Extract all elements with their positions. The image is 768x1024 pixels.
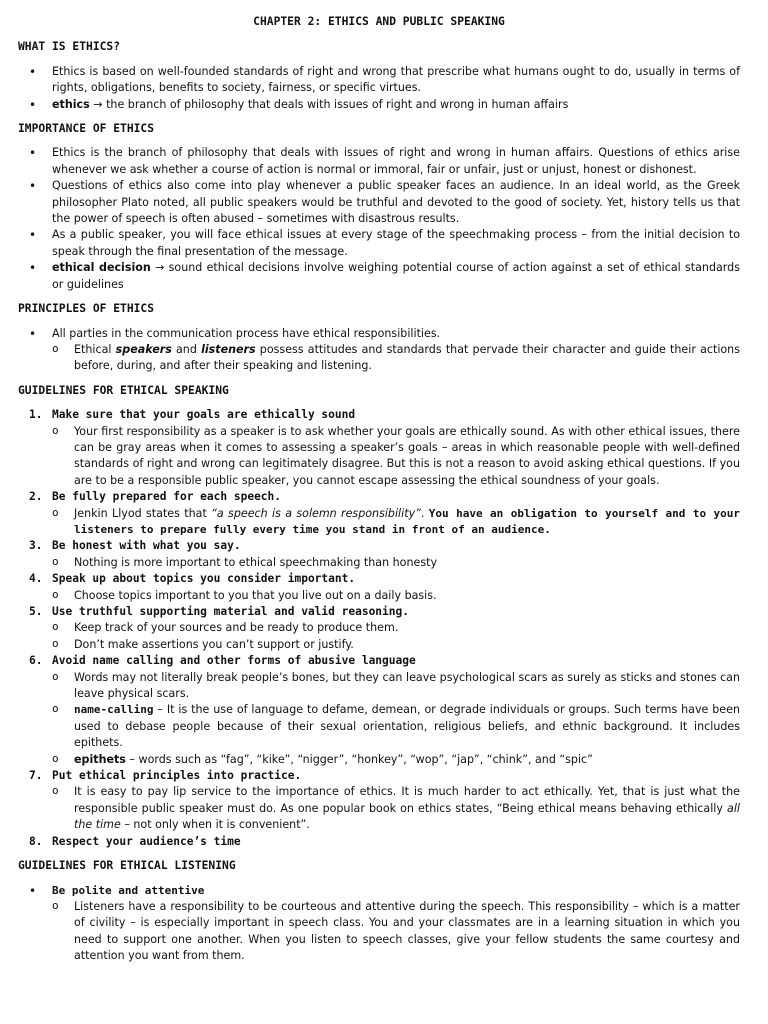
- guideline-number: 5.: [29, 605, 43, 618]
- guideline-title: Put ethical principles into practice.: [52, 769, 302, 783]
- list-item: [18, 178, 740, 227]
- sub-list-item: [18, 899, 740, 965]
- list-item: [18, 260, 740, 293]
- sub-text: Choose topics important to you that you live out on a daily basis.: [74, 588, 437, 602]
- sub-list-item: [52, 620, 740, 636]
- sub-text: – not only when it is convenient”.: [120, 818, 310, 832]
- bullet-text: Ethics is the branch of philosophy that deals with issues of right and wrong in human affairs. Questions of ethics arise whenever we ask whether a course of action is normal or immoral, fair or unfair, just or unjust, honest or dishonest.: [52, 146, 740, 176]
- sub-text: Ethical: [74, 342, 116, 356]
- sub-text: possess attitudes and standards that pervade their character and guide their actions before, during, and after their speaking and listening.: [74, 342, 740, 373]
- sub-list-item: [52, 424, 740, 490]
- italic-text: all the time: [74, 801, 740, 832]
- list-item: [18, 97, 740, 113]
- section-what-is-ethics: [18, 64, 740, 113]
- guideline-number: 3.: [29, 539, 43, 553]
- heading-principles-of-ethics: PRINCIPLES OF ETHICS: [18, 302, 155, 316]
- guideline-number: 4.: [29, 572, 43, 586]
- sub-list-item: [52, 702, 740, 751]
- list-item: [18, 227, 740, 260]
- guideline-title: Avoid name calling and other forms of abusive language: [52, 654, 416, 668]
- guideline-number: 7.: [29, 769, 43, 783]
- sub-text: Listeners have a responsibility to be courteous and attentive during the speech. This responsibility – which is a matter of civility – is especially important in speech class. You and your classmates are in a learning situation in which you need to support one another. When you listen to speech classes, give your fellow students the same courtesy and attention you want from them.: [74, 899, 740, 963]
- sub-list-item: [52, 670, 740, 703]
- listening-point-title: Be polite and attentive: [52, 883, 205, 897]
- guideline-item: [18, 604, 740, 653]
- section-ethical-listening: [18, 883, 740, 965]
- heading-importance-of-ethics: IMPORTANCE OF ETHICS: [18, 122, 155, 136]
- sub-list-item: [52, 637, 740, 653]
- term-epithets: epithets: [74, 752, 126, 766]
- sub-list-item: [52, 588, 740, 604]
- guideline-item: [18, 834, 740, 850]
- sub-text: Nothing is more important to ethical speechmaking than honesty: [74, 555, 438, 569]
- term-ethics: ethics: [52, 97, 90, 111]
- guideline-item: [18, 768, 740, 834]
- list-item: [18, 64, 740, 97]
- guideline-number: 2.: [29, 490, 43, 504]
- guideline-item: [18, 407, 740, 489]
- heading-what-is-ethics: WHAT IS ETHICS?: [18, 40, 121, 54]
- guideline-title: Be honest with what you say.: [52, 539, 241, 553]
- definition-text: the branch of philosophy that deals with issues of right and wrong in human affairs: [102, 97, 569, 111]
- section-principles: [18, 326, 740, 375]
- sub-list-item: [52, 784, 740, 833]
- sub-text: .: [420, 506, 429, 520]
- sub-text: Jenkin Llyod states that: [74, 506, 212, 520]
- guideline-item: [18, 571, 740, 604]
- bullet-text: All parties in the communication process have ethical responsibilities.: [52, 326, 441, 340]
- sub-list-item: [52, 752, 740, 768]
- arrow-right-icon: →: [155, 261, 165, 275]
- section-ethical-speaking: [18, 407, 740, 850]
- chapter-title: CHAPTER 2: ETHICS AND PUBLIC SPEAKING: [253, 15, 505, 28]
- sub-text: Don’t make assertions you can’t support or justify.: [74, 637, 354, 651]
- list-item: [18, 145, 740, 178]
- guideline-number: 6.: [29, 654, 43, 668]
- sub-text: – words such as “fag”, “kike”, “nigger”, “honkey”, “wop”, “jap”, “chink”, and “spic”: [125, 752, 593, 766]
- emphasis-text: You have an obligation to yourself and to your listeners to prepare fully every time you stand in front of an audience.: [74, 506, 741, 536]
- heading-ethical-speaking: GUIDELINES FOR ETHICAL SPEAKING: [18, 383, 229, 397]
- term-speakers: speakers: [115, 342, 172, 356]
- quote-text: “a speech is a solemn responsibility”: [211, 506, 421, 520]
- guideline-title: Respect your audience’s time: [52, 834, 241, 848]
- sub-text: Your first responsibility as a speaker is to ask whether your goals are ethically sound. As with other ethical issues, there can be gray areas when it comes to assessing a speaker’s goals – areas in which reasonable people with well-defined standards of right and wrong can legitimately disagree. But this is not a reason to avoid asking ethical questions. If you are to be a responsible public speaker, you cannot escape assessing the ethical soundness of your goals.: [74, 424, 740, 487]
- sub-text: Keep track of your sources and be ready to produce them.: [74, 621, 399, 635]
- heading-ethical-listening: GUIDELINES FOR ETHICAL LISTENING: [18, 859, 236, 873]
- sub-list-item: [18, 342, 740, 375]
- section-importance: [18, 145, 740, 293]
- guideline-item: [18, 489, 740, 538]
- sub-text: – It is the use of language to defame, demean, or degrade individuals or groups. Such terms have been used to debase people because of their sexual orientation, religious beliefs, and ethnic background. It includes epithets.: [74, 703, 740, 750]
- guideline-title: Use truthful supporting material and valid reasoning.: [52, 605, 409, 618]
- arrow-right-icon: →: [93, 97, 103, 111]
- guideline-number: 8.: [29, 834, 43, 848]
- term-listeners: listeners: [201, 342, 256, 356]
- bullet-text: Ethics is based on well-founded standards of right and wrong that prescribe what humans ought to do, usually in terms of rights, obligations, benefits to society, fairness, or specific virtues.: [52, 64, 740, 95]
- guideline-title: Speak up about topics you consider important.: [52, 572, 356, 586]
- term-ethical-decision: ethical decision: [52, 261, 151, 275]
- sub-text: Words may not literally break people’s bones, but they can leave psychological scars as surely as sticks and stones can leave physical scars.: [74, 670, 740, 701]
- sub-text: It is easy to pay lip service to the importance of ethics. It is much harder to act ethically. Yet, that is just what the responsible public speaker must do. As one popular book on ethics states, “Being ethical means behaving ethically: [74, 785, 740, 815]
- sub-list-item: [52, 555, 740, 571]
- guideline-number: 1.: [29, 408, 43, 422]
- guideline-title: Make sure that your goals are ethically sound: [52, 408, 356, 422]
- list-item: [18, 883, 740, 899]
- bullet-text: Questions of ethics also come into play whenever a public speaker faces an audience. In an ideal world, as the Greek philosopher Plato noted, all public speakers would be truthful and devoted to the good of society. Yet, history tells us that the power of speech is often abused – sometimes with disastrous results.: [52, 179, 740, 226]
- bullet-text: As a public speaker, you will face ethical issues at every stage of the speechmaking process – from the initial decision to speak through the final presentation of the message.: [52, 228, 740, 258]
- list-item: [18, 326, 740, 342]
- guideline-item: [18, 653, 740, 768]
- sub-text: and: [171, 342, 202, 356]
- guideline-item: [18, 538, 740, 571]
- term-name-calling: name-calling: [74, 703, 154, 717]
- definition-text: sound ethical decisions involve weighing potential course of action against a set of ethical standards or guidelines: [52, 261, 740, 291]
- sub-list-item: [52, 506, 740, 539]
- guideline-title: Be fully prepared for each speech.: [52, 490, 282, 504]
